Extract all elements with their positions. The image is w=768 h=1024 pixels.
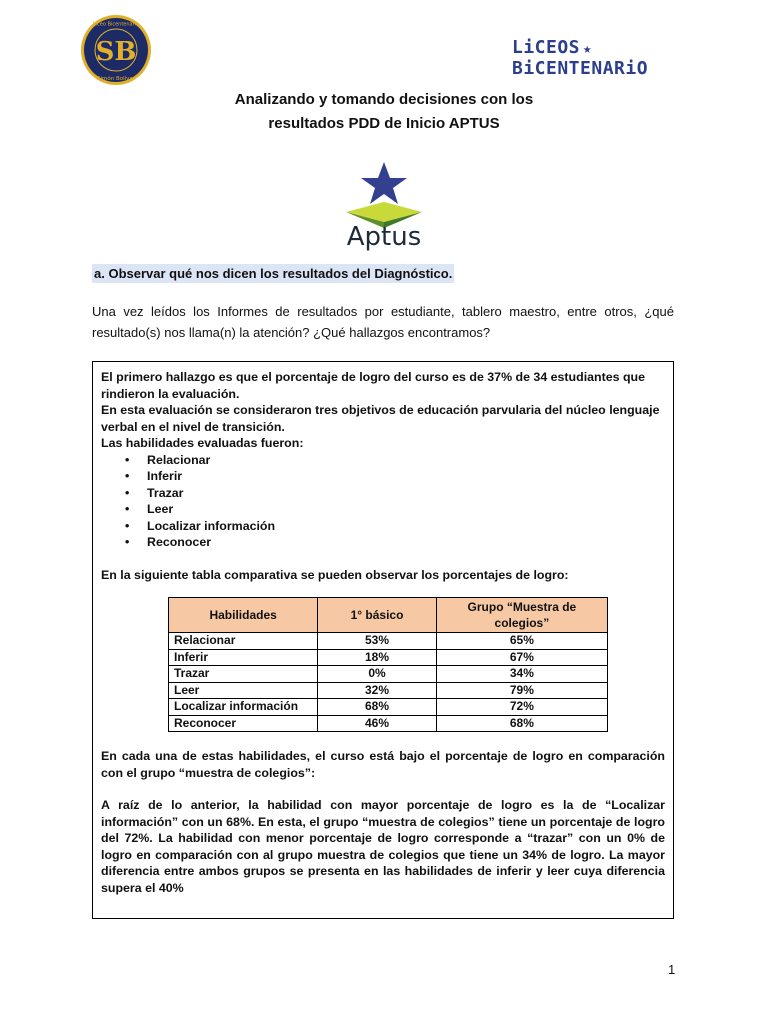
intro-paragraph: Una vez leídos los Informes de resultados por estudiante, tablero maestro, entre otros, ¿qué resultado(s) nos llama(n) la atención? ¿Qué hallazgos encontramos? [92,304,674,340]
list-item: • Reconocer [147,534,665,551]
table-cell: Trazar [169,666,318,683]
liceos-bicentenario-logo [512,38,648,79]
column-header: Grupo “Muestra de colegios” [436,598,607,633]
table-cell: 72% [436,699,607,716]
liceos-line1: LiCEOS [512,37,581,58]
school-seal-logo [80,14,152,86]
table-row [169,682,608,699]
table-cell: 53% [318,633,437,650]
comparison-table [168,597,608,732]
column-header: 1° básico [318,598,437,633]
table-cell: 18% [318,649,437,666]
table-header-row [169,598,608,633]
list-item: • Localizar información [147,518,665,535]
table-cell: Inferir [169,649,318,666]
table-cell: 67% [436,649,607,666]
list-item: • Inferir [147,468,665,485]
svg-text:Simón Bolívar: Simón Bolívar [96,76,136,82]
table-row [169,649,608,666]
finding-p1: El primero hallazgo es que el porcentaje de logro del curso es de 37% de 34 estudiantes que rindieron la evaluación. [101,370,645,401]
table-row [169,715,608,732]
skills-list [101,452,665,551]
table-cell: 32% [318,682,437,699]
list-item: • Relacionar [147,452,665,469]
table-cell: 0% [318,666,437,683]
table-cell: 34% [436,666,607,683]
title-line2: resultados PDD de Inicio APTUS [268,115,500,132]
table-row [169,666,608,683]
page-number: 1 [668,962,676,977]
table-cell: 65% [436,633,607,650]
findings-box [92,361,674,919]
table-cell: 79% [436,682,607,699]
table-cell: Reconocer [169,715,318,732]
list-item: • Leer [147,501,665,518]
table-cell: Relacionar [169,633,318,650]
finding-p6: A raíz de lo anterior, la habilidad con mayor porcentaje de logro es la de “Localizar información” con un 68%. En esta, el grupo “muestra de colegios” tiene un porcentaje de logro del 72%. La habilidad con menor porcentaje de logro corresponde a “trazar” con un 0% de logro en comparación con al grupo muestra de colegios que tiene un 34% de logro. La mayor diferencia entre ambos grupos se presenta en las habilidades de inferir y leer cuya diferencia supera el 40% [101,798,665,895]
svg-text:Liceo Bicentenario: Liceo Bicentenario [92,21,140,28]
table-row [169,699,608,716]
section-a-heading: a. Observar qué nos dicen los resultados del Diagnóstico. [94,266,453,281]
table-row [169,633,608,650]
table-cell: Leer [169,682,318,699]
page-title [0,88,768,136]
liceos-line2: BiCENTENARiO [512,58,649,79]
table-cell: 46% [318,715,437,732]
finding-p4: En la siguiente tabla comparativa se pueden observar los porcentajes de logro: [101,567,569,582]
svg-text:SB: SB [95,37,137,67]
finding-p5: En cada una de estas habilidades, el curso está bajo el porcentaje de logro en comparación con el grupo “muestra de colegios”: [101,749,665,780]
aptus-wordmark: Aptus [346,222,422,252]
star-icon: ★ [583,41,592,57]
column-header: Habilidades [169,598,318,633]
table-cell: Localizar información [169,699,318,716]
finding-p3: Las habilidades evaluadas fueron: [101,436,304,450]
table-cell: 68% [318,699,437,716]
title-line1: Analizando y tomando decisiones con los [234,91,534,108]
list-item: • Trazar [147,485,665,502]
table-cell: 68% [436,715,607,732]
finding-p2: En esta evaluación se consideraron tres objetivos de educación parvularia del núcleo lenguaje verbal en el nivel de transición. [101,403,660,434]
